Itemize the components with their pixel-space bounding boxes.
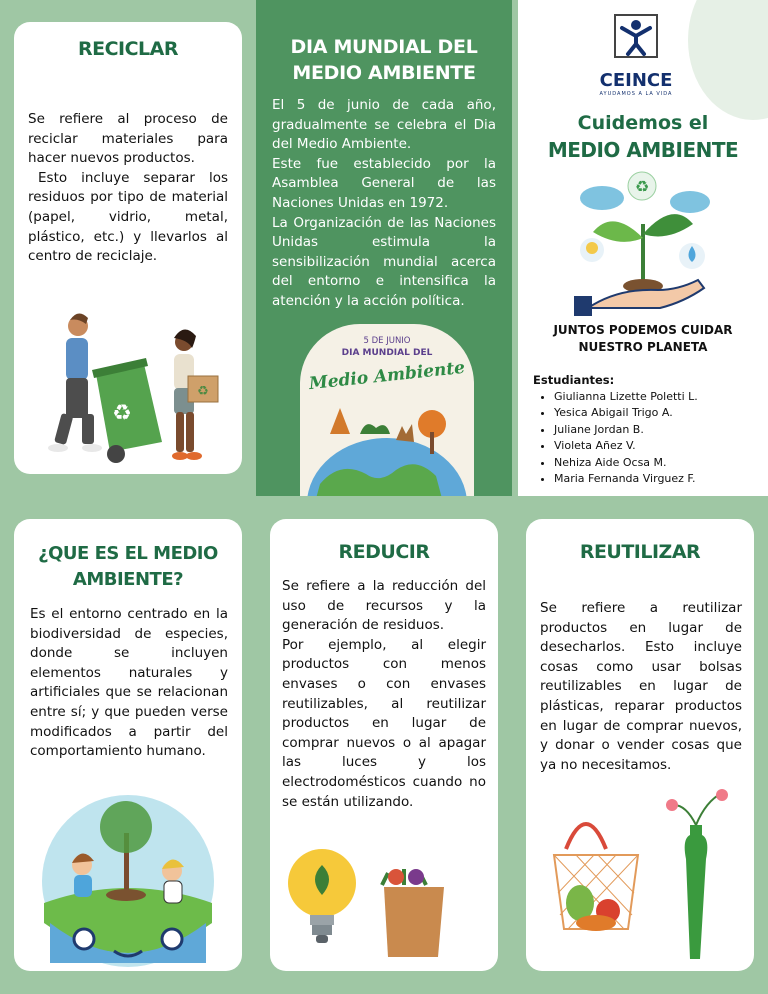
badge-date: 5 DE JUNIO bbox=[363, 336, 411, 346]
environment-day-badge bbox=[300, 324, 474, 496]
que-es-paragraph: Es el entorno centrado en la biodiversidad de especies, donde se incluyen elementos naturales y artificiales que se relacionan entre sí; y que pueden verse modificados a partir del comportamiento humano. bbox=[30, 606, 228, 760]
dia-mundial-text bbox=[272, 96, 496, 312]
dia-mundial-paragraph: La Organización de las Naciones Unidas estimula la sensibilización mundial acerca del entorno e intensifica la atención y la acción política. bbox=[272, 214, 496, 309]
dia-mundial-panel bbox=[256, 0, 512, 496]
hand-with-plant-illustration bbox=[568, 168, 718, 316]
net-bag-and-bottle-illustration bbox=[546, 789, 746, 965]
svg-text:♻: ♻ bbox=[197, 384, 209, 399]
reciclar-card bbox=[14, 22, 242, 474]
cover-panel bbox=[518, 0, 768, 496]
reciclar-paragraph: Se refiere al proceso de reciclar materiales para hacer nuevos productos. bbox=[28, 111, 228, 167]
student-item: • Maria Fernanda Virguez F. bbox=[554, 471, 698, 487]
reutilizar-text bbox=[540, 599, 742, 775]
brand-tagline: AYUDAMOS A LA VIDA bbox=[599, 91, 673, 97]
student-item: • Violeta Añez V. bbox=[554, 438, 698, 454]
reducir-title: REDUCIR bbox=[338, 541, 430, 563]
reducir-card bbox=[270, 519, 498, 971]
reciclar-text bbox=[28, 110, 228, 267]
reducir-paragraph: Por ejemplo, al elegir productos con menos envases o con envases reutilizables, al reutilizar productos en lugar de comprar nuevos o al apagar las luces y los electrodomésticos cuando no se están utilizando. bbox=[282, 636, 486, 810]
students-label: Estudiantes: bbox=[533, 373, 615, 387]
person-icon bbox=[616, 16, 656, 56]
badge-line2: DIA MUNDIAL DEL bbox=[341, 348, 433, 358]
student-item: • Nehiza Aide Ocsa M. bbox=[554, 455, 698, 471]
cover-heading-line2: MEDIO AMBIENTE bbox=[547, 138, 739, 162]
reciclar-paragraph: Esto incluye separar los residuos por tipo de material (papel, vidrio, metal, plástico, etc.) y llevarlos al centro de reciclaje. bbox=[28, 169, 228, 265]
reducir-text bbox=[282, 577, 486, 812]
que-es-card bbox=[14, 519, 242, 971]
cover-heading-line1: Cuidemos el bbox=[577, 112, 709, 134]
students-list bbox=[536, 389, 698, 487]
slogan: JUNTOS PODEMOS CUIDAR NUESTRO PLANETA bbox=[553, 323, 733, 354]
reciclar-title: RECICLAR bbox=[77, 38, 178, 60]
kids-planting-tree-illustration bbox=[40, 793, 216, 969]
recycling-people-illustration bbox=[34, 302, 224, 472]
reutilizar-paragraph: Se refiere a reutilizar productos en lugar de desecharlos. Esto incluye cosas como usar bolsas reutilizables en lugar de plásticas, reparar productos en lugar de comprar nuevos, y donar o vender cosas que ya no necesitamos. bbox=[540, 600, 742, 773]
dia-mundial-paragraph: Este fue establecido por la Asamblea General de las Naciones Unidas en 1972. bbox=[272, 155, 496, 211]
svg-text:♻: ♻ bbox=[112, 401, 132, 426]
badge-script-title: Medio Ambiente bbox=[308, 357, 466, 395]
student-item: • Juliane Jordan B. bbox=[554, 422, 698, 438]
reducir-paragraph: Se refiere a la reducción del uso de recursos y la generación de residuos. bbox=[282, 578, 486, 634]
ceince-logo bbox=[614, 14, 658, 58]
que-es-title: ¿QUE ES EL MEDIO AMBIENTE? bbox=[38, 543, 218, 590]
dia-mundial-paragraph: El 5 de junio de cada año, gradualmente se celebra el Dia del Medio Ambiente. bbox=[272, 97, 496, 153]
reutilizar-title: REUTILIZAR bbox=[579, 541, 701, 563]
dia-mundial-title: DIA MUNDIAL DEL MEDIO AMBIENTE bbox=[290, 36, 478, 84]
reutilizar-card bbox=[526, 519, 754, 971]
que-es-text bbox=[30, 605, 228, 762]
student-item: • Giulianna Lizette Poletti L. bbox=[554, 389, 698, 405]
decorative-blob bbox=[688, 0, 768, 120]
svg-text:♻: ♻ bbox=[634, 177, 650, 196]
brand-name: CEINCE bbox=[599, 70, 673, 91]
earth-with-animals-illustration bbox=[300, 394, 474, 496]
student-item: • Yesica Abigail Trigo A. bbox=[554, 405, 698, 421]
bulb-and-grocery-bag-illustration bbox=[286, 843, 482, 963]
